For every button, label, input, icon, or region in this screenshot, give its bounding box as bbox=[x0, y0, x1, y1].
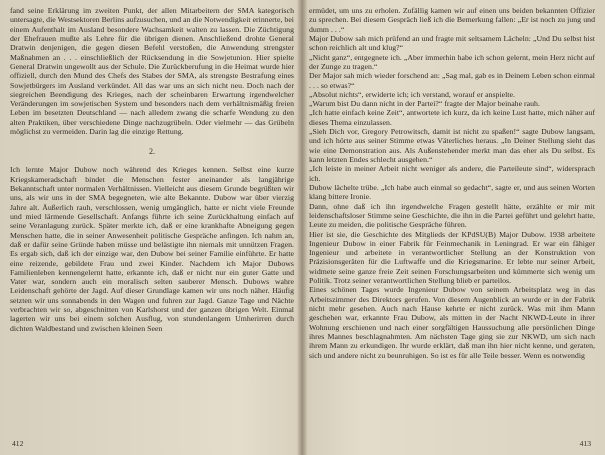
page-number-right: 413 bbox=[579, 439, 591, 448]
right-page bbox=[309, 6, 595, 448]
right-page-paragraph: Der Major sah mich wieder forschend an: „Sag mal, gab es in Deinem Leben schon einmal . . . so etwas?“ bbox=[309, 71, 595, 90]
right-page-paragraph: „Warum bist Du dann nicht in der Partei?“ fragte der Major beinahe rauh. bbox=[309, 99, 540, 109]
right-page-paragraph: Hier ist sie, die Geschichte des Mitglieds der KPdSU(B) Major Dubow. 1938 arbeitete Ingenieur Dubow in einer Fabrik für Feinmechanik in Leningrad. Er war ein fähiger Ingenieur und arbeitete in verantwortlicher Stellung an der Konstruktion von Präzisionsgeräten für die Luftwaffe und die Kriegsmarine. Er lebte nur seiner Arbeit, widmete seine ganze freie Zeit seinen Forschungsarbeiten und kümmerte sich wenig um Politik. Trotz seiner verantwortlichen Stellung blieb er parteilos. bbox=[309, 229, 595, 286]
right-page-paragraph: „Sieh Dich vor, Gregory Petrowitsch, damit ist nicht zu spaßen!“ sagte Dubow langsam, und ich hörte aus seiner Stimme etwas Väterliches heraus. „In Deiner Stellung sieht das wie eine Demonstration aus. Als Außenstehender merkt man das eher als Du selbst. Es kann letzten Endes schlecht ausgehen.“ bbox=[309, 127, 595, 164]
section-number: 2. bbox=[149, 147, 155, 157]
right-page-paragraph: ermüdet, um uns zu erholen. Zufällig kamen wir auf einen uns beiden bekannten Offizier zu sprechen. Bei diesem Gespräch ließ ich die Bemerkung fallen: „Er ist noch zu jung und dumm . . .“ bbox=[309, 6, 595, 34]
right-page-paragraph: Eines schönen Tages wurde Ingenieur Dubow von seinem Arbeitsplatz weg in das Arbeitszimmer des Direktors gerufen. Von diesem Augenblick an wurde er in der Fabrik nicht mehr gesehen. Auch nach Hause kehrte er nicht zurück. Was mit ihm Mann geschehen war, erkannte Frau Dubow, als mitten in der Nacht NKWD-Leute in ihrer Wohnung erschienen und nach einer sorgfältigen Haussuchung alle persönlichen Dinge ihres Mannes beschlagnahmten. Am nächsten Tage ging sie zur NKWD, um sich nach ihrem Mann zu erkundigen. Ihr wurde erklärt, daß man ihn hier nicht kenne, und geraten, sich und andere nicht zu beunruhigen. So ist es für alle Teile besser. Wenn es notwendig bbox=[309, 285, 595, 360]
right-page-paragraph: „Ich hatte einfach keine Zeit“, antwortete ich kurz, da ich keine Lust hatte, mich näher auf dieses Thema einzulassen. bbox=[309, 108, 595, 127]
right-page-paragraph: „Nicht ganz“, entgegnete ich. „Aber immerhin habe ich schon gelernt, mein Herz nicht auf der Zunge zu tragen.“ bbox=[309, 52, 595, 71]
left-page-paragraph: fand seine Erklärung im zweiten Punkt, der allen Mitarbeitern der SMA kategorisch untersagte, die Westsektoren Berlins aufzusuchen, und an die Notwendigkeit erinnerte, bei einem Aufenthalt im Ausland besondere Wachsamkeit walten zu lassen. Die Züchtigung der Ehefrauen mußte als Lehre für die übrigen dienen. Anschließend drohte General Dratwin denjenigen, die gegen diesen Befehl verstoßen, die Anwendung strengster Maßnahmen an . . . einschließlich der Rücksendung in die Sowjetunion. Hier spielte General Dratwin ungewollt aus der Schule. Die Zurückberufung in die Heimat wurde hier offiziell, durch den Mund des Chefs des Stabes der SMA, als strengste Bestrafung eines Sowjetbürgers im Ausland verkündet. All das war uns an sich nicht neu. Doch nach der siegreichen Beendigung des Krieges, nach der scheinbaren Erwartung irgendwelcher Veränderungen im sowjetischen System und besonders nach dem verhältnismäßig freien Leben im besetzten Deutschland — nach alledem zwang die scharfe Wendung zu den alten Praktiken, über verschiedene Dinge nachzugrübeln. Oder vielmehr — das Grübeln möglichst zu vermeiden. Darin lag die einzige Rettung. bbox=[10, 6, 294, 137]
book-gutter bbox=[297, 0, 307, 455]
right-page-paragraph: „Ich leiste in meiner Arbeit nicht weniger als andere, die Parteileute sind“, widersprach ich. bbox=[309, 164, 595, 183]
left-page bbox=[10, 6, 294, 448]
left-page-paragraph: Ich lernte Major Dubow noch während des Krieges kennen. Selbst eine kurze Kriegskameradschaft bindet die Menschen fester aneinander als langjährige Bekanntschaft unter normalen Verhältnissen. Vielleicht aus diesem Grunde begrüßten wir uns, als wir uns in der SMA begegneten, wie alte Bekannte. Dubow war über vierzig Jahre alt. Äußerlich rauh, verschlossen, wenig umgänglich, hatte er nicht viele Freunde und mied lärmende Gesellschaft. Anfangs führte ich seine Zurückhaltung einfach auf seine Veranlagung zurück. Später merkte ich, daß er eine krankhafte Abneigung gegen Menschen hatte, die in seiner Anwesenheit politische Gespräche anfingen. Ich nahm an, daß er dafür seine Gründe haben müsse und belästigte ihn niemals mit unnützen Fragen. Es ergab sich, daß ich der einzige war, den Dubow bei seiner Familie einführte. Er hatte eine reizende, gebildete Frau und zwei Kinder. Nachdem ich Major Dubows Familienleben kennengelernt hatte, erkannte ich, daß er nicht nur ein guter Gatte und Vater war, sondern auch ein moralisch selten sauberer Mensch. Dubows wahre Leidenschaft gehörte der Jagd. Auf dieser Grundlage kamen wir uns noch näher. Häufig setzten wir uns sonnabends in den Wagen und fuhren zur Jagd. Ganze Tage und Nächte verbrachten wir so, abgeschnitten von Karlshorst und der ganzen übrigen Welt. Einmal lagerten wir uns bei einem solchen Ausflug, von stundenlangem Umherirren durch dichten Waldbestand und zwischen kleinen Seen bbox=[10, 165, 294, 333]
right-page-paragraph: „Absolut nichts“, erwiderte ich; ich verstand, worauf er anspielte. bbox=[309, 89, 515, 99]
right-page-paragraph: Dubow lächelte trübe. „Ich habe auch einmal so gedacht“, sagte er, und aus seinen Worten klang bittere Ironie. bbox=[309, 182, 595, 202]
right-page-paragraph: Dann, ohne daß ich ihn irgendwelche Fragen gestellt hätte, erzählte er mir mit leidenschaftsloser Stimme seine Geschichte, die ihn in die Partei geführt und gelehrt hatte, Leute zu meiden, die politische Gespräche führen. bbox=[309, 201, 595, 230]
page-number-left: 412 bbox=[12, 439, 24, 448]
right-page-paragraph: Major Dubow sah mich prüfend an und fragte mit seltsamem Lächeln: „Und Du selbst hist schon reichlich alt und klug?“ bbox=[309, 33, 595, 53]
